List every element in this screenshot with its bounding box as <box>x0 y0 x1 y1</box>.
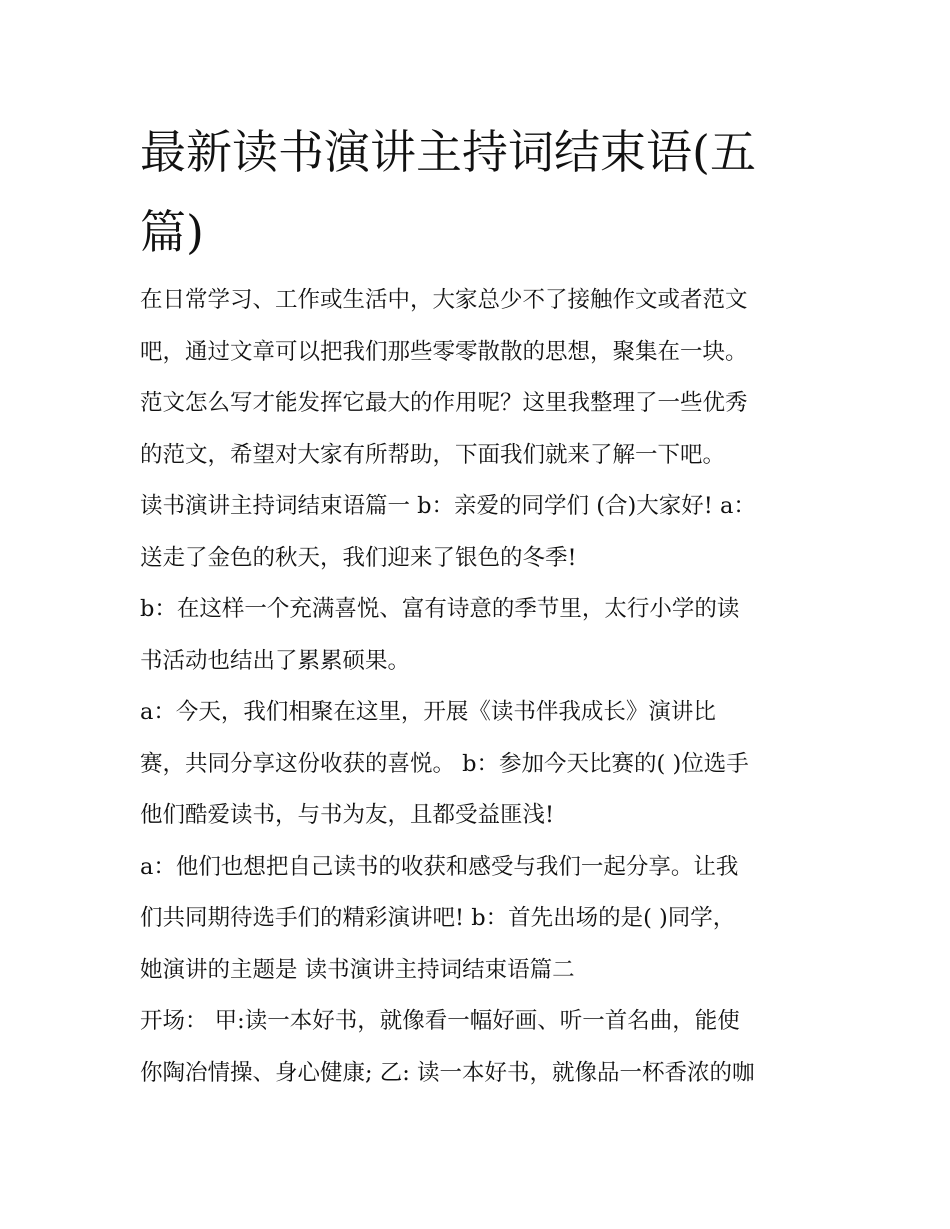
body-line: 送走了金色的秋天，我们迎来了银色的冬季! <box>140 544 577 571</box>
body-line: 书活动也结出了累累硕果。 <box>140 647 411 674</box>
title-line: 篇) <box>140 205 204 259</box>
body-line: a：他们也想把自己读书的收获和感受与我们一起分享。让我 <box>140 853 739 880</box>
body-line: 们共同期待选手们的精彩演讲吧! b：首先出场的是( )同学， <box>140 905 736 931</box>
body-line: 她演讲的主题是 读书演讲主持词结束语篇二 <box>140 956 575 983</box>
document-body <box>140 275 830 1099</box>
body-line: b：在这样一个充满喜悦、富有诗意的季节里，太行小学的读 <box>140 596 740 622</box>
body-line: 赛，共同分享这份收获的喜悦。 b：参加今天比赛的( )位选手 <box>140 750 749 777</box>
body-line: a：今天，我们相聚在这里，开展《读书伴我成长》演讲比 <box>140 699 716 725</box>
body-line: 的范文，希望对大家有所帮助，下面我们就来了解一下吧。 <box>140 441 726 468</box>
body-line: 范文怎么写才能发挥它最大的作用呢？这里我整理了一些优秀 <box>140 390 748 416</box>
body-line: 你陶冶情操、身心健康; 乙: 读一本好书，就像品一杯香浓的咖 <box>140 1059 755 1086</box>
document-title <box>140 112 830 272</box>
body-line: 开场： 甲:读一本好书，就像看一幅好画、听一首名曲，能使 <box>140 1008 740 1034</box>
body-line: 他们酷爱读书，与书为友，且都受益匪浅! <box>140 802 555 828</box>
body-line: 在日常学习、工作或生活中，大家总少不了接触作文或者范文 <box>140 287 748 313</box>
title-line: 最新读书演讲主持词结束语(五 <box>140 125 756 179</box>
body-line: 吧，通过文章可以把我们那些零零散散的思想，聚集在一块。 <box>140 338 748 365</box>
body-line: 读书演讲主持词结束语篇一 b：亲爱的同学们 (合)大家好! a： <box>140 493 756 519</box>
